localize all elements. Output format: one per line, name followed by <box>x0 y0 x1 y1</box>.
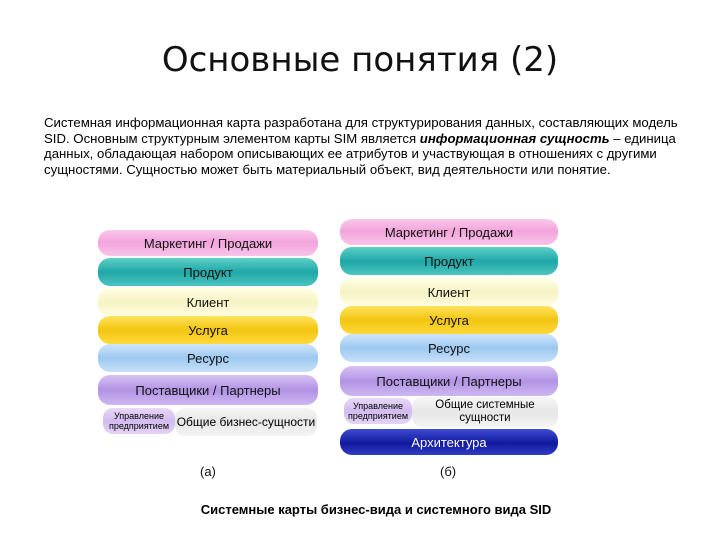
diagram-b-row-partners <box>340 366 558 396</box>
diagram-a-row-client <box>98 288 318 316</box>
common-label: Общие бизнес-сущности <box>176 415 316 429</box>
row-label: Архитектура <box>411 434 487 450</box>
row-label: Ресурс <box>187 350 229 366</box>
row-label: Маркетинг / Продажи <box>384 224 514 240</box>
diagram-b-row-client <box>340 278 558 306</box>
row-label: Маркетинг / Продажи <box>143 235 273 251</box>
paragraph-text-1: Системная информационная карта разработана для структурирования данных, составляющих модель SID. Основным структурным элементом карты SIM является <box>44 115 678 146</box>
paragraph-emphasis: информационная сущность <box>419 130 610 146</box>
diagram-a-row-resource <box>98 344 318 372</box>
common-label: Общие системные сущности <box>435 399 535 424</box>
diagram-a-caption: (а) <box>200 464 216 479</box>
row-label: Поставщики / Партнеры <box>135 382 281 398</box>
description-paragraph <box>44 115 684 177</box>
row-label: Поставщики / Партнеры <box>376 373 522 389</box>
row-label: Продукт <box>183 264 233 280</box>
diagram-a-row-service <box>98 316 318 344</box>
figure-caption: Системные карты бизнес-вида и системного вида SID <box>200 502 552 517</box>
row-label: Продукт <box>424 253 474 269</box>
diagram-b-row-resource <box>340 334 558 362</box>
slide-title: Основные понятия (2) <box>161 40 559 80</box>
diagram-b-row-service <box>340 306 558 334</box>
paragraph-text-2: – единица данных, обладающая набором описывающих ее атрибутов и участвующая в отношениях с другими сущностями. Сущностью может быть материальный объект, вид деятельности или понятие. <box>44 130 676 177</box>
row-label: Услуга <box>188 322 228 338</box>
diagram-b-row-product <box>340 247 558 275</box>
row-label: Клиент <box>427 284 471 300</box>
diagram-a-row-product <box>98 258 318 286</box>
diagram-b-management <box>344 398 412 424</box>
management-label: Управление предприятием <box>347 401 409 421</box>
management-label: Управление предприятием <box>108 411 170 431</box>
diagram-a-row-partners <box>98 375 318 405</box>
diagram-b-caption: (б) <box>440 464 457 479</box>
diagram-b-row-marketing <box>340 219 558 245</box>
row-label: Ресурс <box>428 340 470 356</box>
diagram-a-management <box>103 408 175 434</box>
diagram-a-row-marketing <box>98 230 318 256</box>
row-label: Клиент <box>186 294 230 310</box>
diagram-a-common <box>175 408 317 436</box>
row-label: Услуга <box>429 312 469 328</box>
diagram-b-common <box>412 397 558 427</box>
diagram-b-row-architecture <box>340 429 558 455</box>
